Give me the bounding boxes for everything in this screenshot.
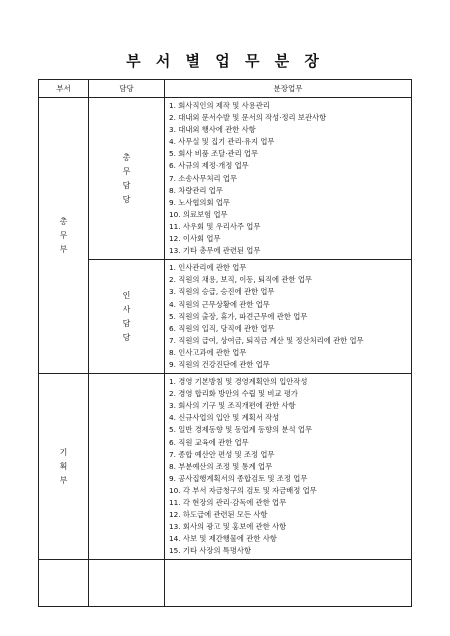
task-item: 6. 사규의 제정·개정 업무 [169,161,249,171]
task-item: 3. 회사의 기구 및 조직개편에 관한 사항 [169,401,296,411]
task-item: 7. 직원의 급여, 상여금, 퇴직금 계산 및 정산처리에 관한 업무 [169,335,364,345]
task-cell [165,374,412,560]
task-item: 4. 직원의 근무상황에 관한 업무 [169,299,270,309]
task-item: 8. 부분예산의 조정 및 통계 업무 [169,461,273,471]
task-item: 3. 대내외 행사에 관한 사항 [169,125,256,135]
vertical-label [89,151,164,207]
task-item: 11. 각 현장의 관리·감독에 관한 업무 [169,498,287,507]
table-header-row [39,80,412,98]
task-item: 6. 직원의 입직, 당직에 관한 업무 [169,323,275,333]
vertical-label-char: 부 [59,475,68,485]
task-list [165,98,411,259]
page-title: 부 서 별 업 무 분 장 [126,52,324,70]
task-item: 9. 노사협의회 업무 [169,197,230,207]
task-item: 1. 경영 기본방침 및 경영계획안의 입안작성 [169,377,308,387]
task-item: 8. 인사고과에 관한 업무 [169,347,247,357]
task-item: 7. 소송사무처리 업무 [169,173,237,183]
vertical-label-char: 당 [122,194,131,204]
blank-cell [89,560,165,607]
vertical-label-char: 사 [122,304,131,314]
vertical-label-char: 당 [122,332,131,342]
dept-cell [39,98,89,374]
blank-cell [165,560,412,607]
table-row [39,98,412,260]
vertical-label [89,289,164,345]
vertical-label [39,215,88,257]
vertical-label-char: 획 [59,461,68,471]
vertical-label-char: 인 [122,290,131,300]
vertical-label-char: 담 [122,318,131,328]
vertical-label-char: 기 [59,447,68,457]
vertical-label-char: 무 [122,166,131,176]
task-item: 12. 하도급에 관련된 모든 사항 [169,510,268,520]
task-item: 2. 대내외 문서수발 및 문서의 작성·정리 보관사항 [169,113,327,123]
dept-cell [39,374,89,560]
blank-row [39,560,412,607]
task-list [165,374,411,559]
task-item: 9. 직원의 건강진단에 관한 업무 [169,359,270,369]
task-item: 14. 사보 및 제간행물에 관한 사항 [169,534,277,544]
team-cell [89,260,165,374]
task-item: 1. 인사관리에 관한 업무 [169,263,247,273]
task-item: 7. 종합 예산안 편성 및 조정 업무 [169,449,275,459]
vertical-label-char: 부 [59,244,68,254]
task-item: 4. 신규사업의 입안 및 계획서 작성 [169,413,280,423]
vertical-label-char: 총 [122,152,131,162]
task-item: 5. 일반 경제동향 및 동업계 동향의 분석 업무 [169,425,313,435]
task-item: 5. 직원의 출장, 휴가, 파견근무에 관한 업무 [169,311,308,321]
table-row [39,260,412,374]
task-item: 2. 직원의 채용, 보직, 이동, 퇴직에 관한 업무 [169,275,312,285]
task-cell [165,98,412,260]
task-item: 13. 기타 총무에 관련된 업무 [169,246,261,256]
team-cell [89,374,165,560]
task-item: 10. 의료보험 업무 [169,209,228,219]
task-item: 8. 차량관리 업무 [169,185,223,195]
header-dept: 부서 [39,80,89,98]
header-tasks: 분장업무 [165,80,412,98]
task-list [165,260,411,373]
task-item: 15. 기타 사장의 특명사항 [169,546,252,556]
task-item: 5. 회사 비품 조달·관리 업무 [169,149,259,159]
blank-cell [39,560,89,607]
task-item: 12. 이사회 업무 [169,234,221,244]
vertical-label-char: 총 [59,216,68,226]
task-item: 6. 직원 교육에 관한 업무 [169,437,249,447]
header-resp: 담당 [89,80,165,98]
table-row [39,374,412,560]
task-item: 13. 회사의 광고 및 홍보에 관한 사항 [169,522,287,532]
task-item: 4. 사무실 및 집기 관리·유지 업무 [169,137,275,147]
task-item: 11. 사우회 및 우리사주 업무 [169,221,261,231]
duty-table [38,79,412,607]
task-cell [165,260,412,374]
vertical-label-char: 담 [122,180,131,190]
task-item: 3. 직원의 승급, 승진에 관한 업무 [169,287,275,297]
task-item: 9. 공사집행계획서의 종합검토 및 조정 업무 [169,473,308,483]
task-item: 2. 경영 합리화 방안의 수립 및 비교 평가 [169,389,298,399]
task-item: 1. 회사직인의 제작 및 사용관리 [169,101,270,110]
vertical-label [39,446,88,488]
task-item: 10. 각 부서 자금청구의 검토 및 자금배정 업무 [169,485,317,495]
vertical-label-char: 무 [59,230,68,240]
team-cell [89,98,165,260]
